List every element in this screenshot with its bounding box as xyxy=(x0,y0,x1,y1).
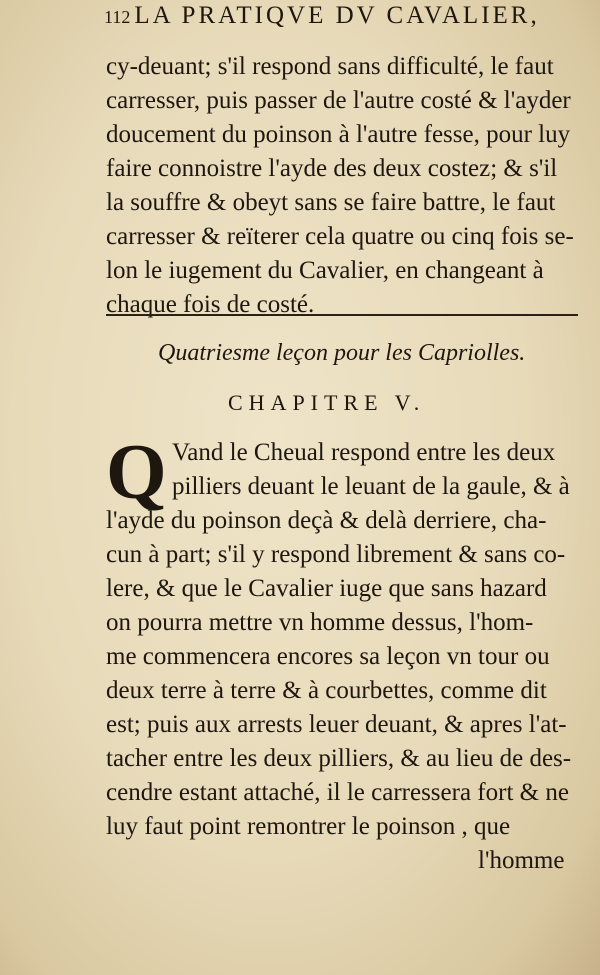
text-line: deux terre à terre & à courbettes, comme dit xyxy=(106,677,547,704)
text-line: la souffre & obeyt sans se faire battre, le faut xyxy=(106,189,556,216)
text-line: l'ayde du poinson deçà & delà derriere, cha- xyxy=(106,507,547,534)
lesson-subtitle: Quatriesme leçon pour les Capriolles. xyxy=(158,340,526,366)
text-line: luy faut point remontrer le poinson , que xyxy=(106,813,511,840)
page-number: 112 xyxy=(104,7,131,27)
running-title: LA PRATIQVE DV CAVALIER, xyxy=(134,2,540,29)
text-line: cy-deuant; s'il respond sans difficulté, le faut xyxy=(106,53,554,80)
text-line: cun à part; s'il y respond librement & sans co- xyxy=(106,541,566,568)
text-line: tacher entre les deux pilliers, & au lieu de des- xyxy=(106,745,572,772)
text-line: carresser & reïterer cela quatre ou cinq fois se- xyxy=(106,223,574,250)
catchword: l'homme xyxy=(478,847,565,874)
text-line: lere, & que le Cavalier iuge que sans hazard xyxy=(106,575,547,602)
text-line: doucement du poinson à l'autre fesse, pour luy xyxy=(106,121,571,148)
text-line: me commencera encores sa leçon vn tour ou xyxy=(106,643,550,670)
section-rule xyxy=(106,314,578,316)
running-header xyxy=(104,2,540,30)
text-line: est; puis aux arrests leuer deuant, & apres l'at- xyxy=(106,711,567,738)
chapter-heading: CHAPITRE V. xyxy=(228,390,426,415)
drop-cap: Q xyxy=(106,428,167,515)
text-line: cendre estant attaché, il le carressera fort & ne xyxy=(106,779,569,806)
text-line: chaque fois de costé. xyxy=(106,291,315,318)
text-line: on pourra mettre vn homme dessus, l'hom- xyxy=(106,609,534,636)
text-line: pilliers deuant le leuant de la gaule, & à xyxy=(172,473,570,500)
text-line: carresser, puis passer de l'autre costé & l'ayder xyxy=(106,87,571,114)
text-line: Vand le Cheual respond entre les deux xyxy=(172,439,556,466)
text-line: lon le iugement du Cavalier, en changeant à xyxy=(106,257,544,284)
text-line: faire connoistre l'ayde des deux costez; & s'il xyxy=(106,155,558,182)
